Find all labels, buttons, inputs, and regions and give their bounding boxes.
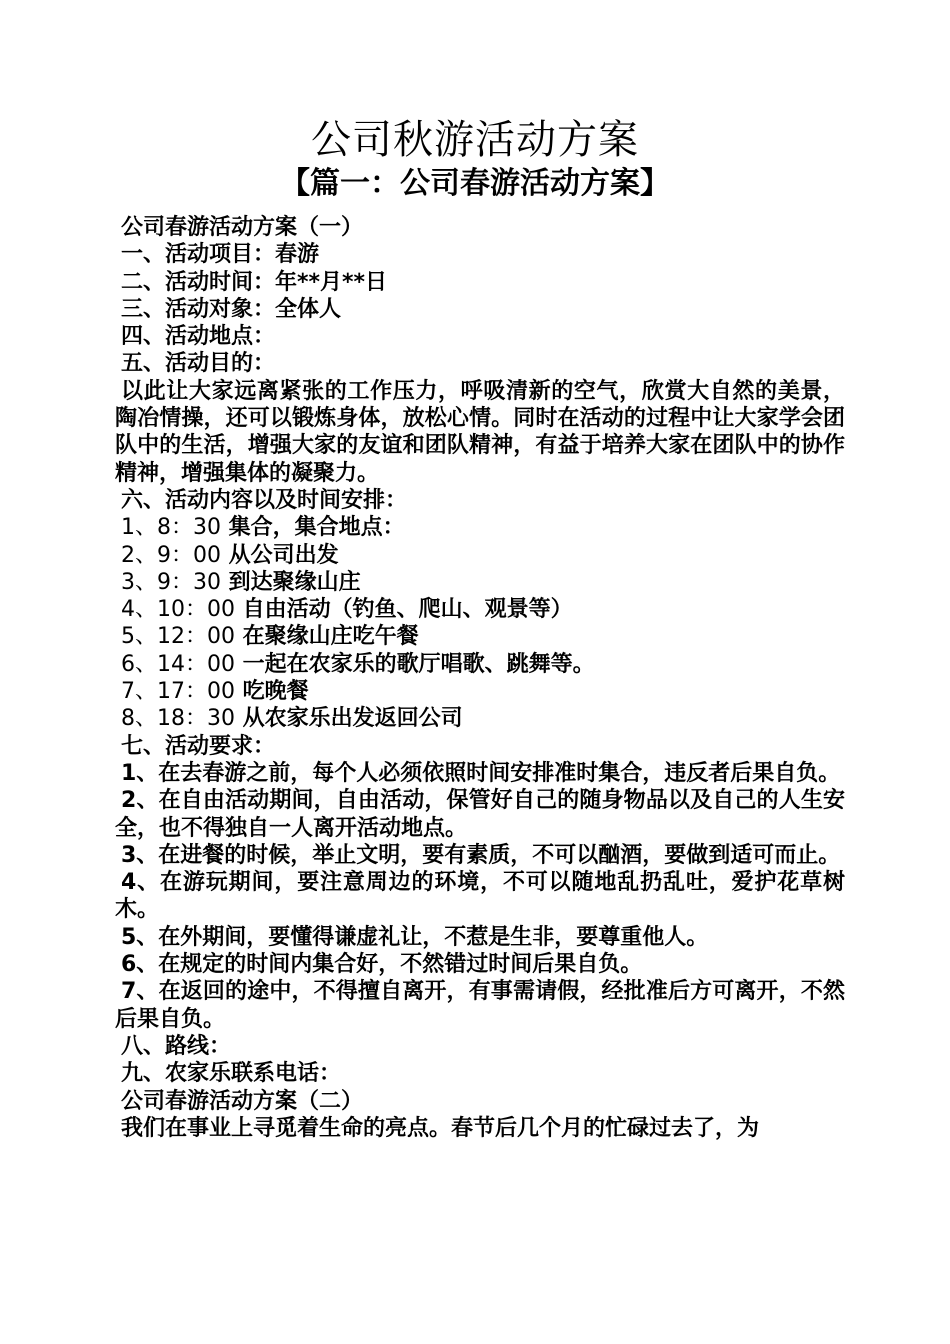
schedule-text: 在聚缘山庄吃午餐 — [242, 624, 419, 650]
requirement-item: 7、在返回的途中，不得擅自离开，有事需请假，经批准后方可离开，不然后果自负。 — [115, 979, 845, 1032]
schedule-text: 集合，集合地点： — [228, 515, 405, 541]
section-two-heading: 公司春游活动方案（二） — [121, 1088, 364, 1114]
section-two-paragraph: 我们在事业上寻觅着生命的亮点。春节后几个月的忙碌过去了，为 — [121, 1115, 760, 1141]
schedule-item — [115, 678, 845, 705]
item-activity-time: 二、活动时间：年**月**日 — [121, 269, 388, 295]
item-route: 八、路线： — [121, 1033, 232, 1059]
item-activity-target: 三、活动对象：全体人 — [121, 296, 342, 322]
schedule-text: 一起在农家乐的歌厅唱歌、跳舞等。 — [242, 651, 595, 677]
item-activity-project: 一、活动项目：春游 — [121, 242, 320, 268]
requirement-item: 1、在去春游之前，每个人必须依照时间安排准时集合，违反者后果自负。 — [121, 760, 841, 786]
schedule-item — [115, 705, 845, 732]
schedule-text: 从公司出发 — [228, 542, 339, 568]
requirement-item: 5、在外期间，要懂得谦虚礼让，不惹是生非，要尊重他人。 — [121, 924, 709, 950]
item-schedule-heading: 六、活动内容以及时间安排： — [121, 487, 408, 513]
schedule-time: 8、18：30 — [121, 706, 235, 732]
item-contact-phone: 九、农家乐联系电话： — [121, 1061, 342, 1087]
schedule-item — [115, 569, 845, 596]
schedule-time: 6、14：00 — [121, 651, 235, 677]
schedule-time: 1、8：30 — [121, 515, 221, 541]
schedule-time: 5、12：00 — [121, 624, 235, 650]
purpose-paragraph: 以此让大家远离紧张的工作压力，呼吸清新的空气，欣赏大自然的美景，陶冶情操，还可以锻炼身体，放松心情。同时在活动的过程中让大家学会团队中的生活，增强大家的友谊和团队精神，有益于培养大家在团队中的协作精神，增强集体的凝聚力。 — [115, 378, 845, 486]
document-subtitle: 【篇一：公司春游活动方案】 — [280, 166, 670, 201]
schedule-text: 到达聚缘山庄 — [228, 569, 361, 595]
schedule-item — [115, 514, 845, 541]
schedule-item — [115, 542, 845, 569]
document-body — [115, 214, 845, 1142]
requirement-item: 2、在自由活动期间，自由活动，保管好自己的随身物品以及自己的人生安全，也不得独自一人离开活动地点。 — [115, 788, 845, 841]
schedule-time: 2、9：00 — [121, 542, 221, 568]
schedule-text: 吃晚餐 — [242, 679, 309, 705]
schedule-text: 自由活动（钓鱼、爬山、观景等） — [242, 597, 573, 623]
document-title: 公司秋游活动方案 — [311, 117, 639, 163]
schedule-text: 从农家乐出发返回公司 — [242, 706, 463, 732]
item-activity-location: 四、活动地点： — [121, 324, 276, 350]
section-one-heading: 公司春游活动方案（一） — [121, 215, 364, 240]
schedule-item — [115, 623, 845, 650]
schedule-item — [115, 651, 845, 678]
requirement-item: 3、在进餐的时候，举止文明，要有素质，不可以酗酒，要做到适可而止。 — [121, 842, 841, 868]
schedule-item — [115, 596, 845, 623]
schedule-time: 3、9：30 — [121, 569, 221, 595]
schedule-time: 7、17：00 — [121, 679, 235, 705]
requirement-item: 4、在游玩期间，要注意周边的环境，不可以随地乱扔乱吐，爱护花草树木。 — [115, 870, 845, 923]
requirement-item: 6、在规定的时间内集合好，不然错过时间后果自负。 — [121, 952, 643, 978]
item-activity-purpose: 五、活动目的： — [121, 351, 276, 377]
item-requirements-heading: 七、活动要求： — [121, 733, 276, 759]
schedule-time: 4、10：00 — [121, 597, 235, 623]
